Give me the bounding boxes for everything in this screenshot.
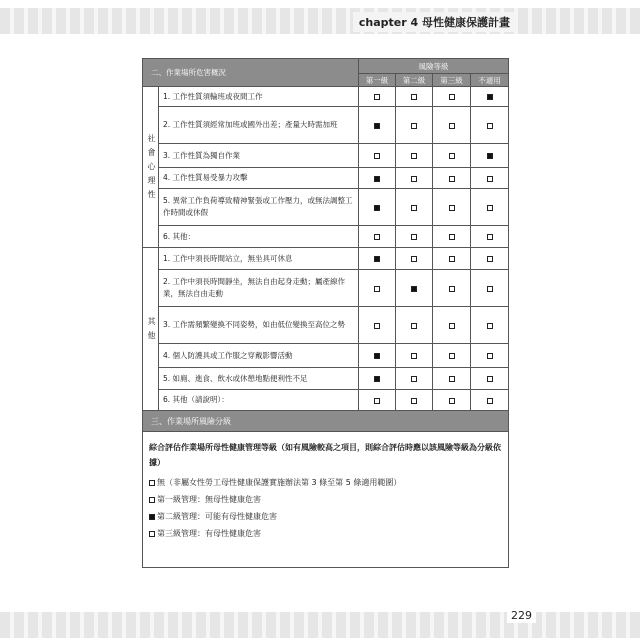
check-cell: [433, 248, 471, 270]
check-cell: [396, 189, 433, 226]
check-cell: [471, 168, 509, 189]
top-decorative-stripe: [0, 8, 640, 34]
checkbox-icon: [411, 176, 417, 182]
checkbox-icon: [411, 153, 417, 159]
check-cell: [471, 107, 509, 144]
checkbox-icon: [411, 398, 417, 404]
classification-option: [149, 474, 502, 491]
group-psychosocial: [143, 87, 509, 248]
checkbox-icon: [487, 94, 493, 100]
check-cell: [433, 368, 471, 390]
checkbox-icon: [149, 531, 155, 537]
level-header: 第三級: [433, 74, 471, 87]
checkbox-icon: [374, 286, 380, 292]
checkbox-icon: [449, 176, 455, 182]
checkbox-icon: [374, 353, 380, 359]
checkbox-icon: [487, 234, 493, 240]
checkbox-icon: [411, 205, 417, 211]
checkbox-icon: [149, 480, 155, 486]
chapter-header: chapter 4 母性健康保護計畫: [353, 12, 516, 32]
check-cell: [359, 107, 396, 144]
hazard-item: 1. 工作中須長時間站立，無坐具可休息: [159, 248, 359, 270]
checkbox-icon: [411, 323, 417, 329]
checkbox-icon: [449, 256, 455, 262]
check-cell: [359, 344, 396, 368]
check-cell: [471, 248, 509, 270]
check-cell: [396, 226, 433, 248]
check-cell: [396, 168, 433, 189]
check-cell: [433, 390, 471, 411]
check-cell: [359, 144, 396, 168]
checkbox-icon: [449, 94, 455, 100]
page-number: 229: [507, 608, 536, 623]
option-label: 第三級管理：有母性健康危害: [157, 529, 261, 538]
check-cell: [471, 390, 509, 411]
check-cell: [359, 168, 396, 189]
checkbox-icon: [411, 94, 417, 100]
checkbox-icon: [449, 323, 455, 329]
check-cell: [359, 189, 396, 226]
option-label: 第二級管理：可能有母性健康危害: [157, 512, 277, 521]
check-cell: [433, 307, 471, 344]
checkbox-icon: [374, 94, 380, 100]
checkbox-icon: [487, 256, 493, 262]
checkbox-icon: [374, 323, 380, 329]
checkbox-icon: [374, 153, 380, 159]
checkbox-icon: [374, 256, 380, 262]
category-text: 其他: [147, 317, 156, 340]
check-cell: [359, 390, 396, 411]
checkbox-icon: [449, 353, 455, 359]
checkbox-icon: [411, 376, 417, 382]
checkbox-icon: [411, 256, 417, 262]
checkbox-icon: [411, 353, 417, 359]
checkbox-icon: [374, 376, 380, 382]
check-cell: [359, 248, 396, 270]
risk-classification-body: [143, 432, 509, 568]
checkbox-icon: [149, 497, 155, 503]
hazard-item: 5. 異常工作負荷導致精神緊張或工作壓力，或無法調整工作時間或休假: [159, 189, 359, 226]
hazard-item: 1. 工作性質須輪班或夜間工作: [159, 87, 359, 107]
check-cell: [396, 344, 433, 368]
hazard-item: 4. 工作性質易受暴力攻擊: [159, 168, 359, 189]
checkbox-icon: [374, 123, 380, 129]
check-cell: [433, 144, 471, 168]
check-cell: [471, 368, 509, 390]
checkbox-icon: [487, 205, 493, 211]
check-cell: [433, 168, 471, 189]
checkbox-icon: [411, 234, 417, 240]
checkbox-icon: [449, 123, 455, 129]
hazard-item: 2. 工作性質須經常加班或國外出差；產量大時需加班: [159, 107, 359, 144]
hazard-item: 4. 個人防護具或工作服之穿戴影響活動: [159, 344, 359, 368]
checkbox-icon: [487, 376, 493, 382]
check-cell: [396, 144, 433, 168]
checkbox-icon: [149, 514, 155, 520]
classification-option: [149, 508, 502, 525]
option-label: 第一級管理：無母性健康危害: [157, 495, 261, 504]
option-label: 無（非屬女性勞工母性健康保護實施辦法第 3 條至第 5 條適用範圍）: [157, 478, 402, 487]
check-cell: [471, 307, 509, 344]
hazard-item: 3. 工作性質為獨自作業: [159, 144, 359, 168]
check-cell: [359, 307, 396, 344]
checkbox-icon: [449, 234, 455, 240]
check-cell: [359, 368, 396, 390]
check-cell: [471, 87, 509, 107]
level-header: 第二級: [396, 74, 433, 87]
check-cell: [471, 344, 509, 368]
checkbox-icon: [449, 205, 455, 211]
check-cell: [433, 107, 471, 144]
checkbox-icon: [374, 234, 380, 240]
checkbox-icon: [487, 153, 493, 159]
checkbox-icon: [374, 176, 380, 182]
check-cell: [396, 270, 433, 307]
check-cell: [359, 87, 396, 107]
checkbox-icon: [449, 153, 455, 159]
level-header: 第一級: [359, 74, 396, 87]
bottom-decorative-stripe: [0, 612, 640, 638]
checkbox-icon: [487, 286, 493, 292]
category-label-psychosocial: [143, 87, 159, 248]
checkbox-icon: [449, 398, 455, 404]
checkbox-icon: [487, 176, 493, 182]
checkbox-icon: [449, 376, 455, 382]
checkbox-icon: [411, 286, 417, 292]
hazard-item: 6. 其他（請說明）：: [159, 390, 359, 411]
check-cell: [396, 107, 433, 144]
hazard-assessment-table: [142, 58, 509, 568]
classification-option: [149, 491, 502, 508]
risk-classification-section: [143, 411, 509, 568]
checkbox-icon: [449, 286, 455, 292]
checkbox-icon: [374, 205, 380, 211]
level-header: 不適用: [471, 74, 509, 87]
classification-option: [149, 525, 502, 542]
checkbox-icon: [487, 123, 493, 129]
group-other: [143, 248, 509, 411]
hazard-item: 5. 如廁、進食、飲水或休憩地點便利性不足: [159, 368, 359, 390]
checkbox-icon: [487, 353, 493, 359]
check-cell: [396, 248, 433, 270]
category-text: 社會心理性: [147, 134, 156, 199]
check-cell: [433, 87, 471, 107]
checkbox-icon: [374, 398, 380, 404]
check-cell: [396, 87, 433, 107]
category-label-other: [143, 248, 159, 411]
check-cell: [471, 270, 509, 307]
check-cell: [359, 226, 396, 248]
hazard-item: 2. 工作中須長時間靜坐，無法自由起身走動；屬產線作業，無法自由走動: [159, 270, 359, 307]
risk-level-header: 風險等級: [359, 59, 509, 74]
check-cell: [471, 144, 509, 168]
assessment-instruction: 綜合評估作業場所母性健康管理等級（如有風險較高之項目，則綜合評估時應以該風險等級為分級依據）: [149, 443, 501, 467]
checkbox-icon: [487, 398, 493, 404]
check-cell: [433, 189, 471, 226]
hazard-item: 6. 其他：: [159, 226, 359, 248]
checkbox-icon: [411, 123, 417, 129]
check-cell: [471, 189, 509, 226]
check-cell: [433, 344, 471, 368]
section3-title: 三、作業場所風險分級: [143, 411, 509, 432]
check-cell: [433, 270, 471, 307]
check-cell: [471, 226, 509, 248]
check-cell: [359, 270, 396, 307]
hazard-item: 3. 工作需頻繁變換不同姿勢，如由低位變換至高位之勢: [159, 307, 359, 344]
check-cell: [396, 390, 433, 411]
check-cell: [396, 368, 433, 390]
check-cell: [396, 307, 433, 344]
checkbox-icon: [487, 323, 493, 329]
check-cell: [433, 226, 471, 248]
section2-title: 二、作業場所危害概況: [143, 59, 359, 87]
